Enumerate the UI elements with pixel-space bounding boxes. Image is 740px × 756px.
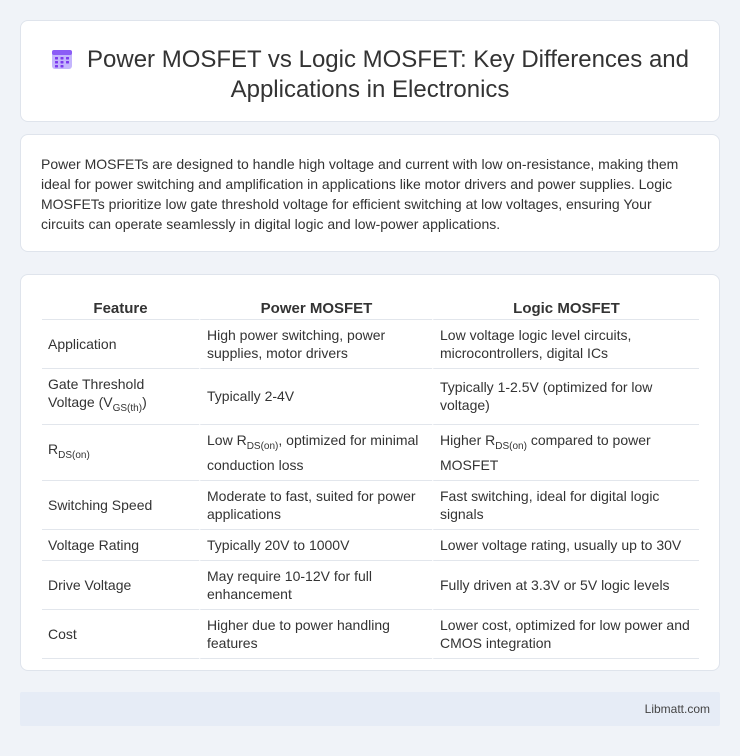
table-row (42, 610, 699, 659)
cell-logic: Lower cost, optimized for low power and CMOS integration (432, 610, 699, 659)
table-row (42, 530, 699, 561)
page-title: Power MOSFET vs Logic MOSFET: Key Differences and Applications in Electronics (87, 46, 689, 103)
intro-card (20, 134, 720, 252)
cell-logic: Higher $R_{DS(on)}$ compared to power MOSFET (432, 425, 699, 481)
header-power-mosfet: Power MOSFET (199, 295, 432, 320)
table-row (42, 481, 699, 530)
cell-feature: Voltage Rating (42, 530, 199, 561)
cell-power: Higher due to power handling features (199, 610, 432, 659)
cell-power: Moderate to fast, suited for power applications (199, 481, 432, 530)
footer (20, 692, 720, 726)
cell-logic: Typically 1-2.5V (optimized for low voltage) (432, 369, 699, 425)
cell-logic: Fully driven at 3.3V or 5V logic levels (432, 561, 699, 610)
cell-feature: Switching Speed (42, 481, 199, 530)
cell-power: High power switching, power supplies, motor drivers (199, 320, 432, 369)
cell-feature: Cost (42, 610, 199, 659)
cell-power: Typically 20V to 1000V (199, 530, 432, 561)
table-row (42, 425, 699, 481)
cell-power: Low $R_{DS(on)}$, optimized for minimal conduction loss (199, 425, 432, 481)
comparison-table (42, 295, 699, 659)
table-row (42, 320, 699, 369)
calendar-icon (51, 48, 73, 70)
cell-feature: Drive Voltage (42, 561, 199, 610)
title-card (20, 20, 720, 122)
cell-power: Typically 2-4V (199, 369, 432, 425)
cell-logic: Low voltage logic level circuits, microcontrollers, digital ICs (432, 320, 699, 369)
cell-power: May require 10-12V for full enhancement (199, 561, 432, 610)
table-row (42, 561, 699, 610)
cell-logic: Fast switching, ideal for digital logic signals (432, 481, 699, 530)
header-logic-mosfet: Logic MOSFET (432, 295, 699, 320)
table-header-row (42, 295, 699, 320)
cell-logic: Lower voltage rating, usually up to 30V (432, 530, 699, 561)
header-feature: Feature (42, 295, 199, 320)
intro-paragraph: Power MOSFETs are designed to handle high voltage and current with low on-resistance, making them ideal for power switching and amplification in applications like motor drivers and power supplies. Logic MOSFETs prioritize low gate threshold voltage for efficient switching at low voltages, ensuring Your circuits can operate seamlessly in digital logic and low-power applications. (41, 156, 679, 232)
footer-site-link[interactable]: Libmatt.com (644, 702, 710, 716)
comparison-card (20, 274, 720, 671)
cell-feature: $R_{DS(on)}$ (42, 425, 199, 481)
table-row (42, 369, 699, 425)
cell-feature: Gate Threshold Voltage $(V_{GS(th)})$ (42, 369, 199, 425)
cell-feature: Application (42, 320, 199, 369)
